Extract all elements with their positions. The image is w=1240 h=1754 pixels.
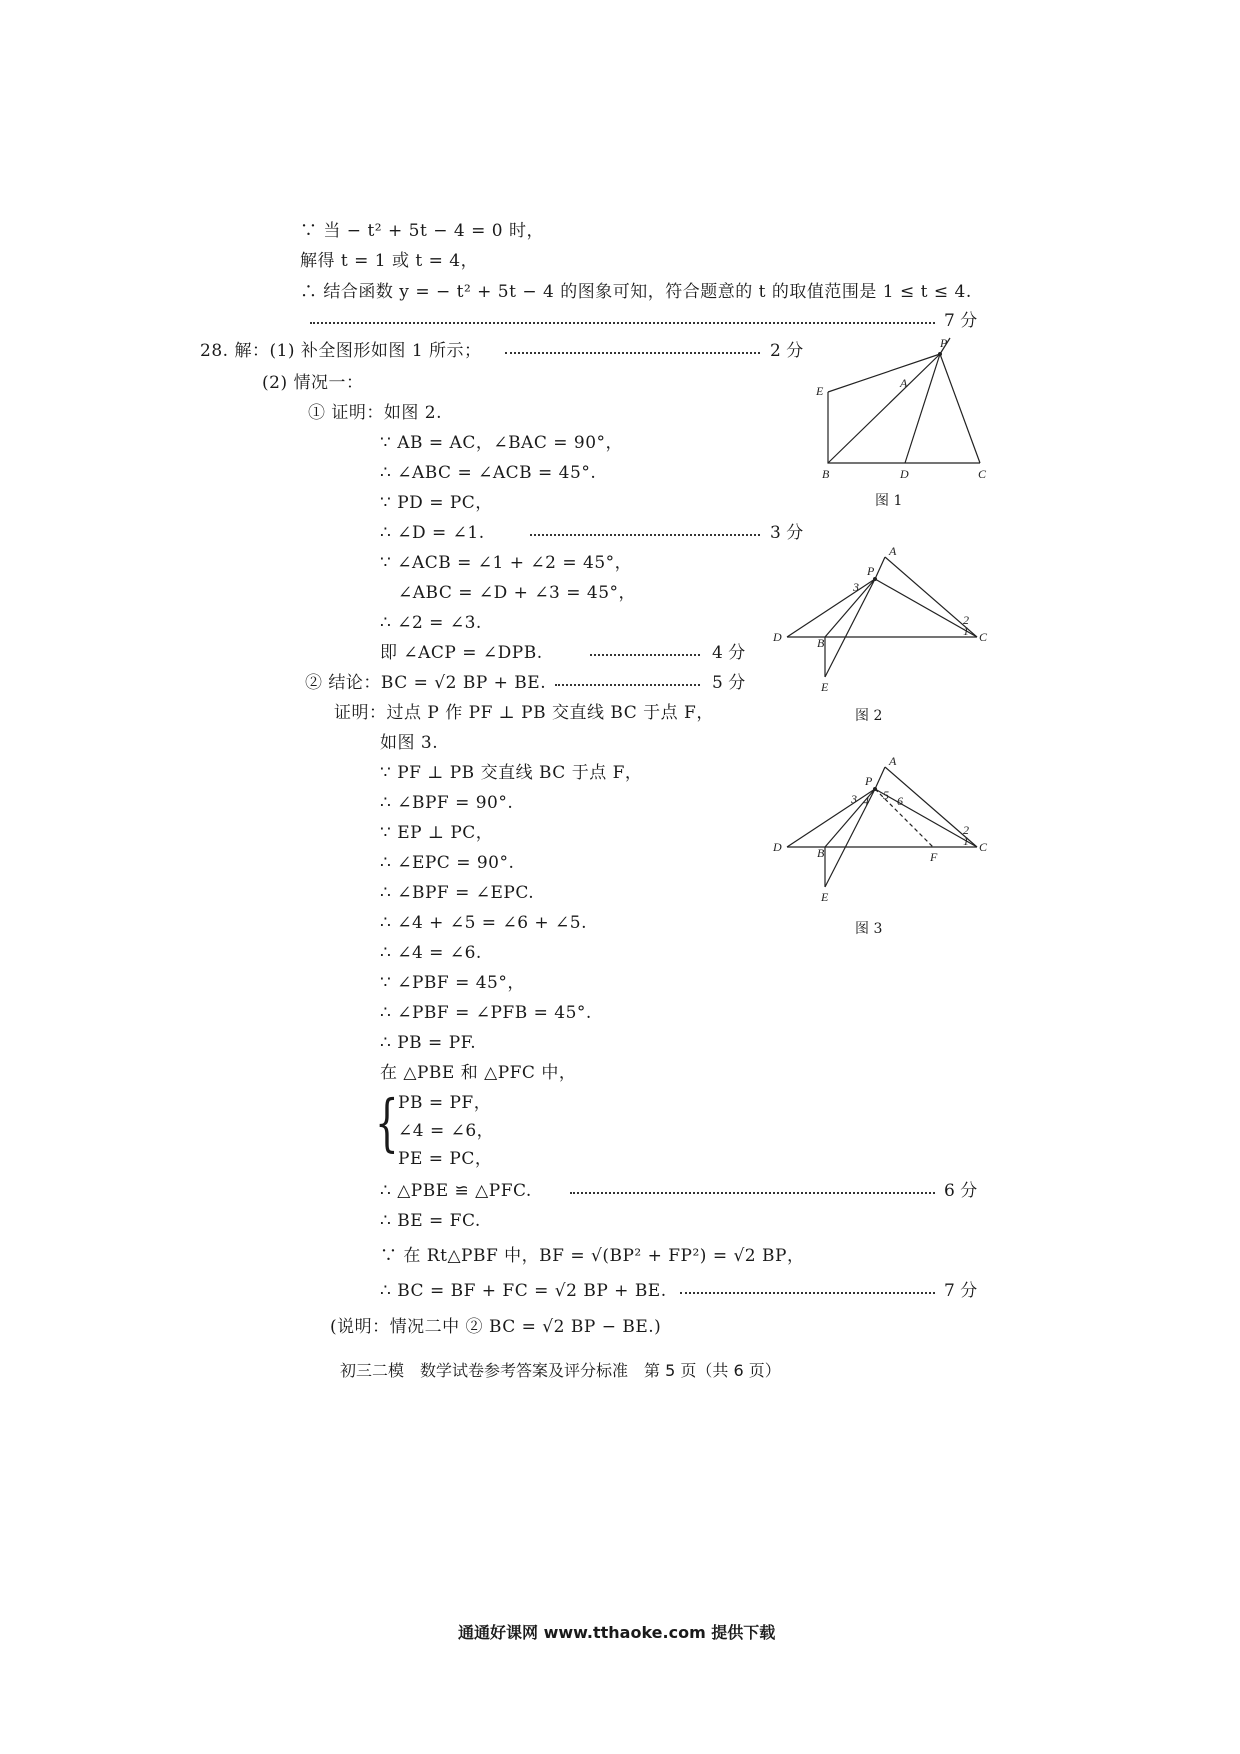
- text-line: ∵ ∠ACB = ∠1 + ∠2 = 45°，: [380, 553, 633, 573]
- figure-2: [765, 545, 995, 695]
- angle-1: 1: [963, 624, 969, 638]
- score-leader: [505, 352, 760, 354]
- text-line: (2) 情况一：: [262, 373, 364, 393]
- score-leader: [590, 654, 700, 656]
- label-C: C: [979, 630, 988, 644]
- angle-5: 5: [883, 788, 889, 802]
- score-leader: [555, 684, 700, 686]
- figure-2-caption: 图 2: [855, 708, 883, 724]
- text-line: ∵ 在 Rt△PBF 中，BF = √(BP² + FP²) = √2 BP，: [380, 1246, 805, 1266]
- figure-3-caption: 图 3: [855, 921, 883, 937]
- label-C: C: [979, 840, 988, 854]
- question-28-heading: 28. 解：(1) 补全图形如图 1 所示；: [200, 341, 482, 361]
- text-line: ∵ PD = PC，: [380, 493, 493, 513]
- score-label: 5 分: [712, 673, 746, 693]
- angle-3: 3: [851, 792, 857, 806]
- score-label: 4 分: [712, 643, 746, 663]
- text-line: 解得 t = 1 或 t = 4，: [300, 251, 479, 271]
- label-A: A: [889, 545, 897, 558]
- score-label: 3 分: [770, 523, 804, 543]
- text-line: 证明：过点 P 作 PF ⊥ PB 交直线 BC 于点 F，: [334, 703, 714, 723]
- label-A: A: [889, 755, 897, 768]
- score-leader: [310, 322, 935, 324]
- score-leader: [530, 534, 760, 536]
- text-line: 即 ∠ACP = ∠DPB.: [380, 643, 543, 663]
- label-D: D: [900, 467, 909, 480]
- angle-3: 3: [853, 580, 859, 594]
- label-D: D: [773, 840, 782, 854]
- text-line: ∴ ∠4 = ∠6.: [380, 943, 482, 963]
- label-E: E: [821, 890, 829, 904]
- angle-2: 2: [963, 823, 969, 837]
- text-line: ∵ EP ⊥ PC，: [380, 823, 494, 843]
- text-line: ∴ △PBE ≌ △PFC.: [380, 1181, 532, 1201]
- text-line: ∴ 结合函数 y = − t² + 5t − 4 的图象可知，符合题意的 t 的取值范围是 1 ≤ t ≤ 4.: [300, 282, 972, 302]
- score-label: 7 分: [944, 311, 978, 331]
- text-line: PE = PC，: [398, 1149, 493, 1169]
- text-line: ② 结论：BC = √2 BP + BE.: [305, 673, 547, 693]
- text-line: ∠ABC = ∠D + ∠3 = 45°，: [398, 583, 637, 603]
- label-D: D: [773, 630, 782, 644]
- angle-6: 6: [897, 794, 903, 808]
- label-E: E: [816, 384, 824, 398]
- label-B: B: [822, 467, 830, 480]
- text-line: ∵ 当 − t² + 5t − 4 = 0 时，: [300, 221, 544, 241]
- text-line: ∵ ∠PBF = 45°，: [380, 973, 525, 993]
- text-line: ∴ ∠BPF = ∠EPC.: [380, 883, 535, 903]
- text-line: ∴ BE = FC.: [380, 1211, 481, 1231]
- label-B: B: [817, 846, 825, 860]
- system-brace: {: [375, 1086, 399, 1159]
- page-footer: 初三二模 数学试卷参考答案及评分标准 第 5 页（共 6 页）: [340, 1361, 781, 1380]
- text-line: ∴ ∠D = ∠1.: [380, 523, 485, 543]
- score-label: 7 分: [944, 1281, 978, 1301]
- angle-2: 2: [963, 613, 969, 627]
- score-label: 2 分: [770, 341, 804, 361]
- figure-3: [765, 755, 995, 905]
- text-line: 在 △PBE 和 △PFC 中，: [380, 1063, 577, 1083]
- label-P: P: [867, 564, 875, 578]
- figure-1-caption: 图 1: [875, 493, 903, 509]
- text-line: 如图 3.: [380, 733, 439, 753]
- text-line: ∵ PF ⊥ PB 交直线 BC 于点 F，: [380, 763, 643, 783]
- text-line: ∴ ∠PBF = ∠PFB = 45°.: [380, 1003, 592, 1023]
- site-footer: 通通好课网 www.tthaoke.com 提供下载: [458, 1623, 776, 1642]
- label-A: A: [900, 376, 908, 390]
- text-line: ∴ BC = BF + FC = √2 BP + BE.: [380, 1281, 667, 1301]
- angle-1: 1: [963, 834, 969, 848]
- text-line: ∴ ∠ABC = ∠ACB = 45°.: [380, 463, 597, 483]
- label-E: E: [821, 680, 829, 694]
- score-label: 6 分: [944, 1181, 978, 1201]
- text-line: ∴ ∠EPC = 90°.: [380, 853, 515, 873]
- text-line: ∵ AB = AC，∠BAC = 90°，: [380, 433, 624, 453]
- label-P: P: [940, 336, 948, 350]
- label-B: B: [817, 636, 825, 650]
- text-line: ① 证明：如图 2.: [308, 403, 443, 423]
- angle-4: 4: [863, 794, 869, 808]
- text-line: ∴ ∠2 = ∠3.: [380, 613, 482, 633]
- text-line: ∴ ∠4 + ∠5 = ∠6 + ∠5.: [380, 913, 588, 933]
- note-line: (说明：情况二中 ② BC = √2 BP − BE.): [330, 1317, 662, 1337]
- label-F: F: [930, 850, 938, 864]
- label-C: C: [978, 467, 987, 480]
- text-line: ∠4 = ∠6，: [398, 1121, 495, 1141]
- text-line: ∴ PB = PF.: [380, 1033, 477, 1053]
- score-leader: [680, 1292, 935, 1294]
- text-line: ∴ ∠BPF = 90°.: [380, 793, 514, 813]
- score-leader: [570, 1192, 935, 1194]
- figure-1: [810, 330, 990, 480]
- label-P: P: [865, 774, 873, 788]
- text-line: PB = PF，: [398, 1093, 492, 1113]
